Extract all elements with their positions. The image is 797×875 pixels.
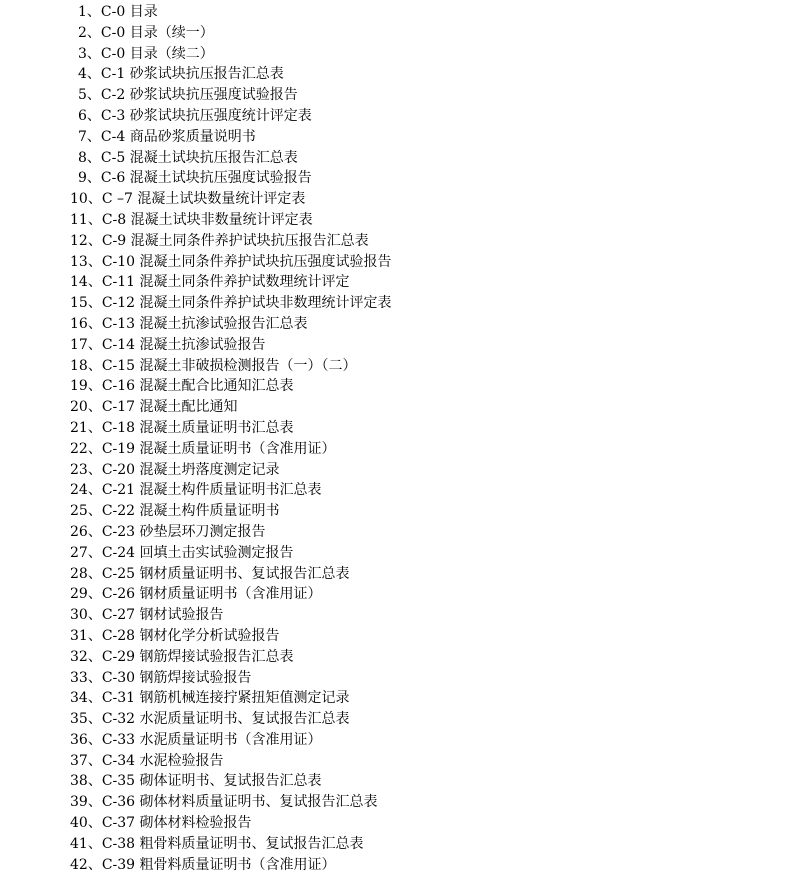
- list-item: 15、C-12 混凝土同条件养护试块非数理统计评定表: [70, 295, 392, 312]
- list-item: 36、C-33 水泥质量证明书（含准用证）: [70, 731, 322, 748]
- list-item: 7、C-4 商品砂浆质量说明书: [78, 128, 256, 145]
- list-item: 28、C-25 钢材质量证明书、复试报告汇总表: [70, 565, 350, 582]
- list-item: 20、C-17 混凝土配比通知: [70, 399, 238, 416]
- list-item: 24、C-21 混凝土构件质量证明书汇总表: [70, 482, 322, 499]
- list-item: 4、C-1 砂浆试块抗压报告汇总表: [78, 66, 284, 83]
- list-item: 19、C-16 混凝土配合比通知汇总表: [70, 378, 294, 395]
- list-item: 33、C-30 钢筋焊接试验报告: [70, 669, 252, 686]
- list-item: 42、C-39 粗骨料质量证明书（含准用证）: [70, 856, 336, 873]
- list-item: 14、C-11 混凝土同条件养护试数理统计评定: [70, 274, 350, 291]
- list-item: 39、C-36 砌体材料质量证明书、复试报告汇总表: [70, 794, 378, 811]
- list-item: 37、C-34 水泥检验报告: [70, 752, 224, 769]
- list-item: 10、C –7 混凝土试块数量统计评定表: [70, 191, 306, 208]
- list-item: 12、C-9 混凝土同条件养护试块抗压报告汇总表: [70, 232, 369, 249]
- list-item: 34、C-31 钢筋机械连接拧紧扭矩值测定记录: [70, 690, 350, 707]
- list-item: 35、C-32 水泥质量证明书、复试报告汇总表: [70, 711, 350, 728]
- list-item: 29、C-26 钢材质量证明书（含准用证）: [70, 586, 322, 603]
- list-item: 26、C-23 砂垫层环刀测定报告: [70, 523, 266, 540]
- list-item: 32、C-29 钢筋焊接试验报告汇总表: [70, 648, 294, 665]
- list-item: 31、C-28 钢材化学分析试验报告: [70, 627, 280, 644]
- list-item: 25、C-22 混凝土构件质量证明书: [70, 503, 280, 520]
- list-item: 8、C-5 混凝土试块抗压报告汇总表: [78, 149, 298, 166]
- list-item: 11、C-8 混凝土试块非数量统计评定表: [70, 211, 313, 228]
- list-item: 40、C-37 砌体材料检验报告: [70, 815, 252, 832]
- list-item: 3、C-0 目录（续二）: [78, 45, 214, 62]
- list-item: 2、C-0 目录（续一）: [78, 24, 214, 41]
- list-item: 13、C-10 混凝土同条件养护试块抗压强度试验报告: [70, 253, 392, 270]
- list-item: 16、C-13 混凝土抗渗试验报告汇总表: [70, 315, 308, 332]
- list-item: 18、C-15 混凝土非破损检测报告（一）（二）: [70, 357, 357, 374]
- list-item: 23、C-20 混凝土坍落度测定记录: [70, 461, 280, 478]
- list-item: 22、C-19 混凝土质量证明书（含准用证）: [70, 440, 336, 457]
- document-index-list: [0, 2, 797, 875]
- list-item: 41、C-38 粗骨料质量证明书、复试报告汇总表: [70, 835, 364, 852]
- list-item: 1、C-0 目录: [78, 4, 158, 20]
- list-item: 21、C-18 混凝土质量证明书汇总表: [70, 419, 294, 436]
- list-item: 27、C-24 回填土击实试验测定报告: [70, 544, 294, 561]
- list-item: 17、C-14 混凝土抗渗试验报告: [70, 336, 266, 353]
- list-item: 5、C-2 砂浆试块抗压强度试验报告: [78, 87, 298, 104]
- list-item: 30、C-27 钢材试验报告: [70, 607, 224, 624]
- list-item: 9、C-6 混凝土试块抗压强度试验报告: [78, 170, 312, 187]
- list-item: 38、C-35 砌体证明书、复试报告汇总表: [70, 773, 322, 790]
- list-item: 6、C-3 砂浆试块抗压强度统计评定表: [78, 107, 312, 124]
